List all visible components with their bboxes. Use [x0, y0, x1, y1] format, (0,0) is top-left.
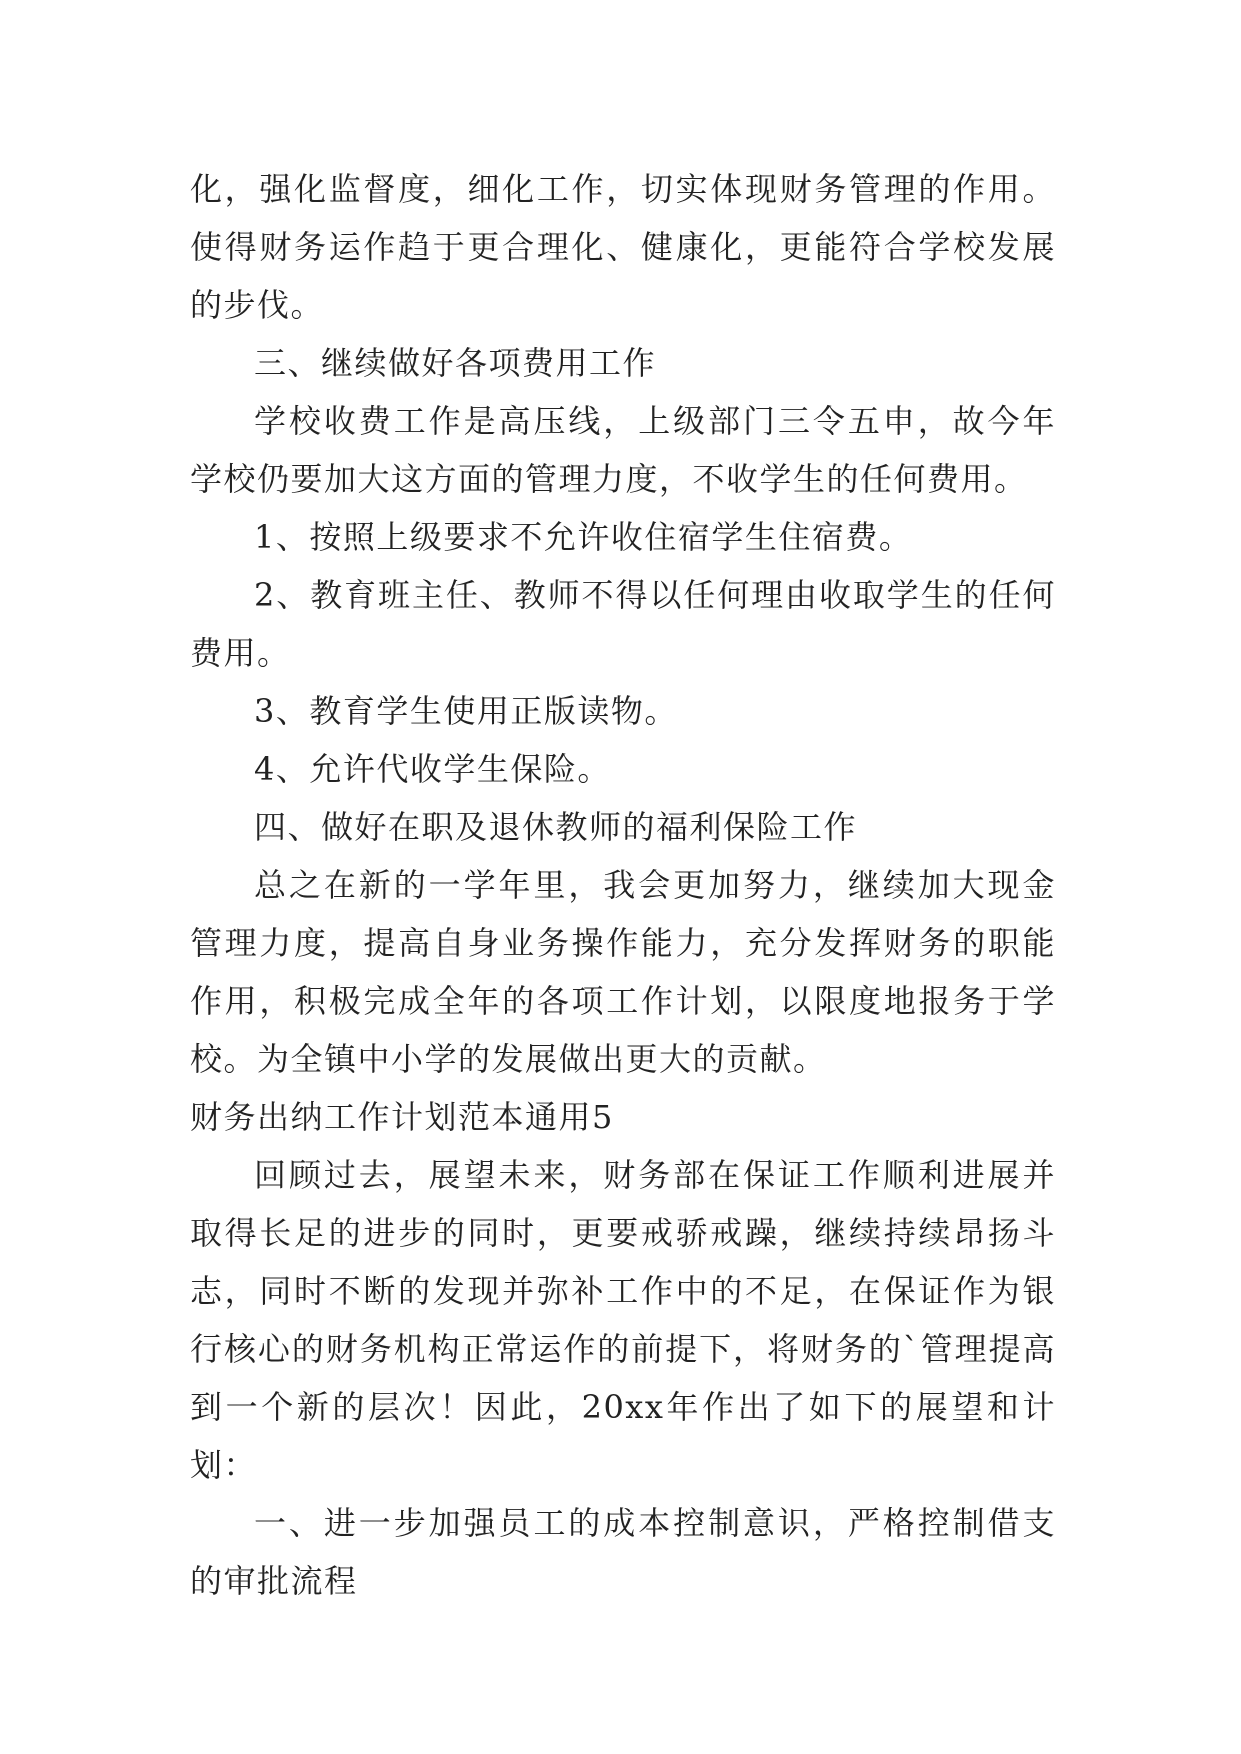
paragraph: 化，强化监督度，细化工作，切实体现财务管理的作用。使得财务运作趋于更合理化、健康化，更能符合学校发展的步伐。 — [190, 170, 1056, 324]
section-heading: 一、进一步加强员工的成本控制意识，严格控制借支的审批流程 — [190, 1504, 1056, 1600]
list-item: 1、按照上级要求不允许收住宿学生住宿费。 — [254, 518, 913, 556]
section-heading: 四、做好在职及退休教师的福利保险工作 — [254, 808, 858, 846]
section-heading: 三、继续做好各项费用工作 — [254, 344, 657, 382]
paragraph: 学校收费工作是高压线，上级部门三令五申，故今年学校仍要加大这方面的管理力度，不收学生的任何费用。 — [190, 402, 1056, 498]
paragraph: 总之在新的一学年里，我会更加努力，继续加大现金管理力度，提高自身业务操作能力，充分发挥财务的职能作用，积极完成全年的各项工作计划，以限度地报务于学校。为全镇中小学的发展做出更大的贡献。 — [190, 866, 1056, 1078]
list-item: 3、教育学生使用正版读物。 — [254, 692, 678, 730]
list-item: 4、允许代收学生保险。 — [254, 750, 611, 788]
document-body — [190, 160, 1056, 1610]
paragraph: 回顾过去，展望未来，财务部在保证工作顺利进展并取得长足的进步的同时，更要戒骄戒躁，继续持续昂扬斗志，同时不断的发现并弥补工作中的不足，在保证作为银行核心的财务机构正常运作的前提下，将财务的`管理提高到一个新的层次！因此，20xx年作出了如下的展望和计划： — [190, 1156, 1056, 1484]
list-item: 2、教育班主任、教师不得以任何理由收取学生的任何费用。 — [190, 576, 1056, 672]
document-title: 财务出纳工作计划范本通用5 — [190, 1098, 614, 1136]
